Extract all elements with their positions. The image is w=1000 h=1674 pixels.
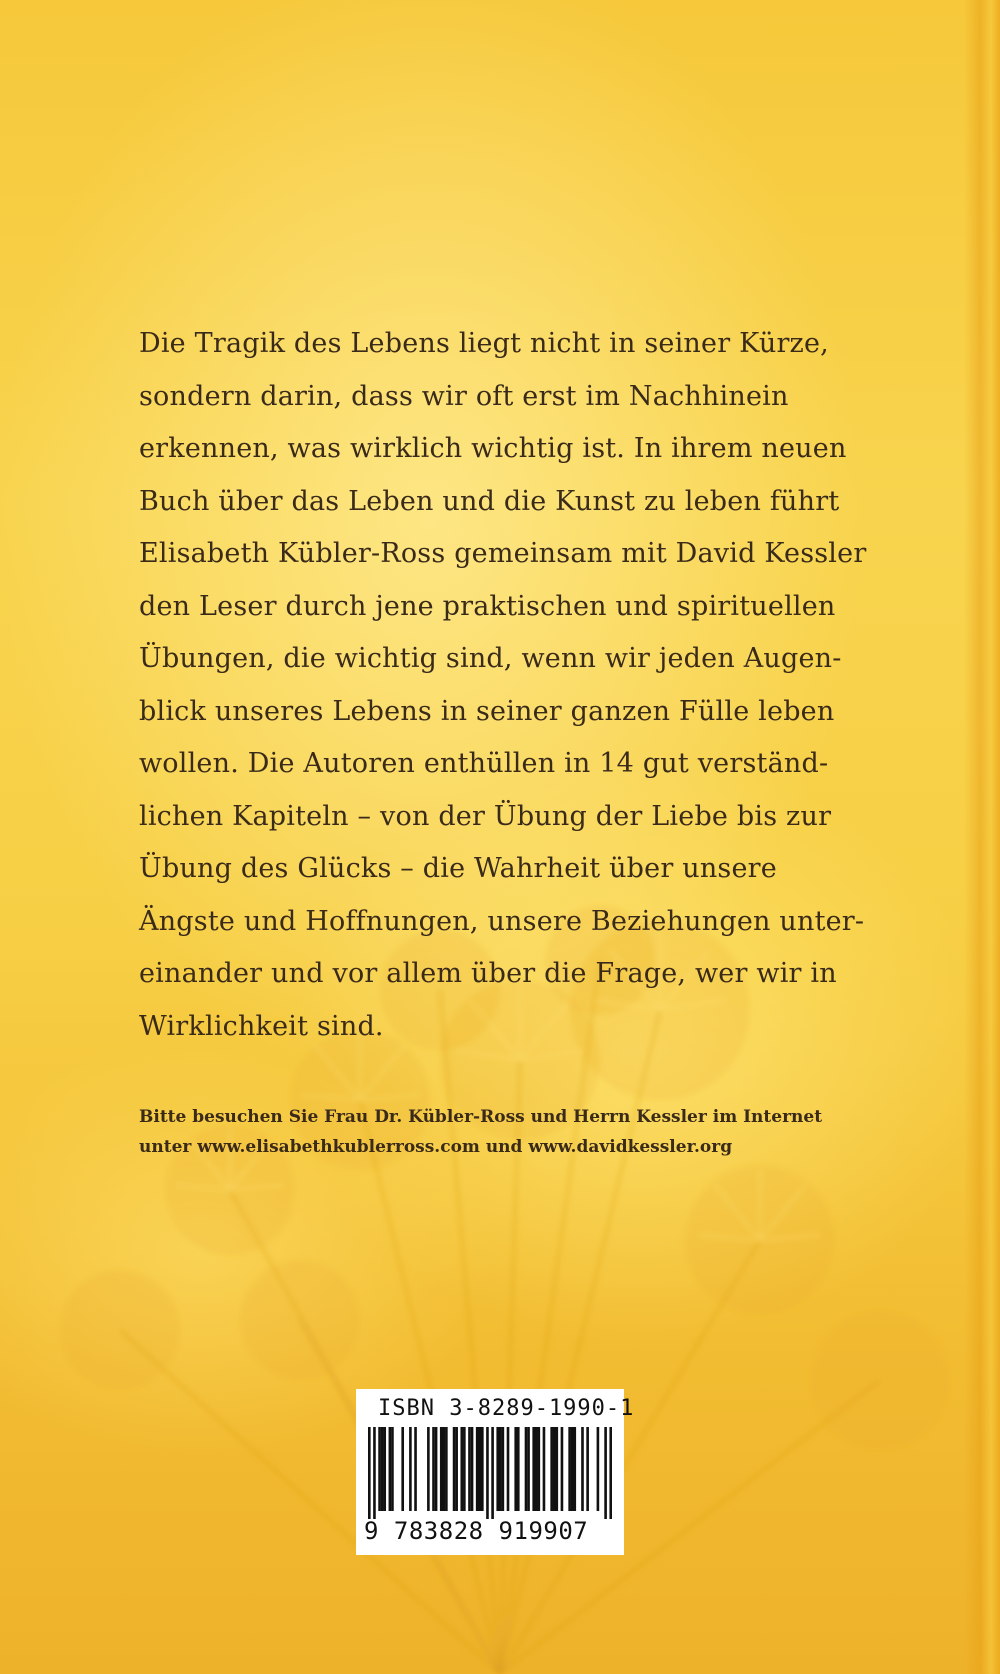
blurb-line: Die Tragik des Lebens liegt nicht in seiner Kürze, xyxy=(139,328,829,359)
barcode-bar xyxy=(507,1427,510,1511)
website-notice xyxy=(139,1102,879,1162)
barcode-bar xyxy=(435,1427,438,1511)
barcode-bar xyxy=(427,1427,430,1511)
barcode-bar xyxy=(496,1427,499,1511)
blurb-line: lichen Kapiteln – von der Übung der Liebe bis zur xyxy=(139,800,832,832)
barcode-bar xyxy=(486,1427,489,1519)
barcode-bar xyxy=(391,1427,394,1511)
barcode-bar xyxy=(414,1427,417,1511)
ean-number: 9 783828 919907 xyxy=(364,1517,589,1545)
isbn-number: ISBN 3-8289-1990-1 xyxy=(378,1396,635,1421)
barcode-bar xyxy=(604,1427,607,1519)
barcode-bar xyxy=(525,1427,528,1511)
barcode-bar xyxy=(543,1427,546,1511)
blurb-line: blick unseres Lebens in seiner ganzen Fülle leben xyxy=(139,695,835,727)
barcode-bar xyxy=(453,1427,456,1511)
barcode-bar xyxy=(455,1427,458,1511)
barcode-bar xyxy=(561,1427,564,1511)
barcode-bar xyxy=(476,1427,479,1511)
barcode-bar xyxy=(597,1427,600,1511)
barcode-bar xyxy=(555,1427,558,1511)
blurb-text xyxy=(139,318,867,1053)
blurb-line: Übungen, die wichtig sind, wenn wir jeden Augen- xyxy=(139,643,842,674)
barcode-bar xyxy=(514,1427,517,1511)
barcode-bar xyxy=(445,1427,448,1511)
barcode-bar xyxy=(517,1427,520,1511)
notice-line: unter www.elisabethkublerross.com und www.davidkessler.org xyxy=(139,1137,733,1157)
blurb-line: wollen. Die Autoren enthüllen in 14 gut verständ- xyxy=(139,748,829,779)
barcode-bar xyxy=(478,1427,481,1511)
blurb-line: Elisabeth Kübler-Ross gemeinsam mit David Kessler xyxy=(139,538,867,569)
barcode-bar xyxy=(491,1427,494,1519)
blurb-line: Übung des Glücks – die Wahrheit über unsere xyxy=(139,853,777,884)
barcode-bar xyxy=(609,1427,612,1519)
barcode-bar xyxy=(573,1427,576,1511)
barcode-bar xyxy=(463,1427,466,1511)
barcode-bar xyxy=(527,1427,530,1511)
barcode-bar xyxy=(581,1427,584,1511)
barcode-bar xyxy=(373,1427,376,1519)
blurb-line: Buch über das Leben und die Kunst zu leben führt xyxy=(139,485,840,517)
blurb-line: Ängste und Hoffnungen, unsere Beziehungen unter- xyxy=(139,905,865,937)
barcode-bar xyxy=(538,1427,541,1511)
barcode-bar xyxy=(553,1427,556,1511)
blurb-line: sondern darin, dass wir oft erst im Nachhinein xyxy=(139,380,789,412)
notice-line: Bitte besuchen Sie Frau Dr. Kübler-Ross und Herrn Kessler im Internet xyxy=(139,1107,823,1127)
barcode-bar xyxy=(401,1427,404,1511)
barcode-bars xyxy=(368,1427,612,1519)
barcode-bar xyxy=(471,1427,474,1511)
barcode-bar xyxy=(571,1427,574,1511)
barcode-bar xyxy=(389,1427,392,1511)
barcode-bar xyxy=(499,1427,502,1511)
barcode-bar xyxy=(368,1427,371,1519)
barcode-bar xyxy=(440,1427,443,1511)
blurb-line: den Leser durch jene praktischen und spirituellen xyxy=(139,590,836,622)
barcode-bar xyxy=(502,1427,505,1511)
barcode-bar xyxy=(442,1427,445,1511)
barcode-bar xyxy=(460,1427,463,1511)
barcode-bar xyxy=(468,1427,471,1511)
barcode-bar xyxy=(378,1427,381,1511)
barcode-bar xyxy=(532,1427,535,1511)
isbn-barcode-label xyxy=(356,1389,635,1555)
blurb-line: erkennen, was wirklich wichtig ist. In ihrem neuen xyxy=(139,433,847,464)
barcode-bar xyxy=(481,1427,484,1511)
barcode-bar xyxy=(409,1427,412,1511)
barcode-bar xyxy=(550,1427,553,1511)
barcode-bar xyxy=(383,1427,386,1511)
blurb-line: Wirklichkeit sind. xyxy=(139,1010,384,1042)
barcode-bar xyxy=(381,1427,384,1511)
barcode-bar xyxy=(535,1427,538,1511)
blurb-line: einander und vor allem über die Frage, wer wir in xyxy=(139,958,837,989)
barcode-bar xyxy=(586,1427,589,1511)
barcode-bar xyxy=(432,1427,435,1511)
spine-edge xyxy=(964,0,1000,1674)
barcode-bar xyxy=(568,1427,571,1511)
